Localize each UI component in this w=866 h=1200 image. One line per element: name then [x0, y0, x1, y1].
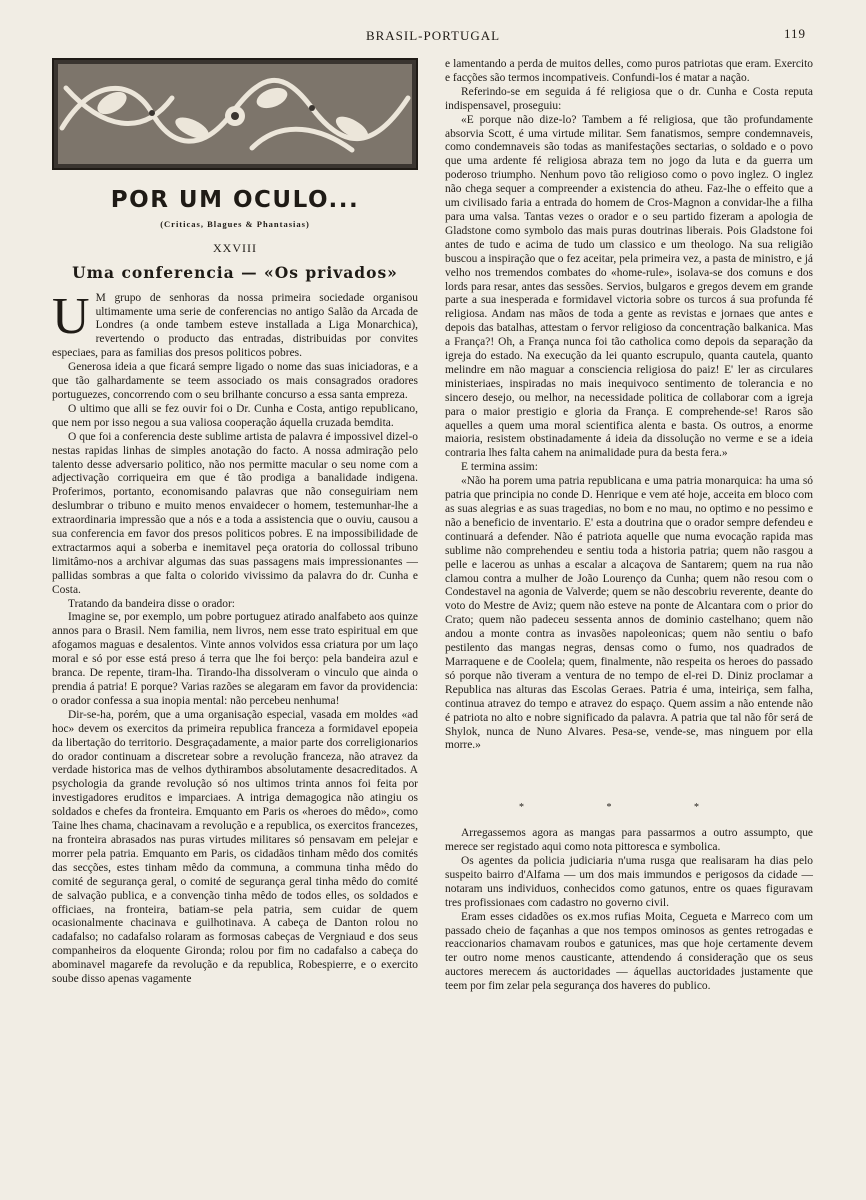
right-column [445, 58, 813, 994]
paragraph: Os agentes da policia judiciaria n'uma rusga que realisaram ha dias pelo suspeito bairro d'Alfama — um dos mais immundos e perigosos da cidade — notaram uns individuos, conhecidos como gatunos, entre os quaes figuravam tres profissionaes com cadastro no governo civil. [445, 855, 813, 909]
installment-number: XXVIII [213, 240, 257, 255]
paragraph: Arregassemos agora as mangas para passarmos a outro assumpto, que merece ser registado aqui como nota pittoresca e symbolica. [445, 827, 813, 854]
paragraph: O ultimo que alli se fez ouvir foi o Dr. Cunha e Costa, antigo republicano, que nem por isso negou a sua valiosa cooperação áquella cruzada bemdita. [52, 402, 418, 429]
paragraph: Dir-se-ha, porém, que a uma organisação especial, vasada em moldes «ad hoc» devem os exercitos da primeira republica franceza a formidavel epopeia da libertação do territorio. Desgraçadamente, a maior parte dos correligionarios do orador continuam a discretear sobre a revolução franceza, não atravez da verdade historica mas de velhos dythirambos absolutamente desacreditados. A psychologia da grande revolução só nos ultimos trinta annos foi feita por investigadores eruditos e imparciaes. A intriga demagogica não atingiu os soldados e chefes da fronteira. Emquanto em Paris os «heroes do mêdo», como Taine lhes chama, chacinavam a revolução e a republica, os exercitos francezes, na fronteira abrasados nas puras virtudes militares só pensavam em pelejar e morrer pela patria. Emquanto em Paris, os cidadãos tinham mêdo dos comités das secções, estes tinham mêdo da communa, a communa tinha mêdo do comité de segurança geral, o comité de segurança geral tinha mêdo do comité de salvação publica, e a convenção tinha mêdo de todos elles, os soldados e officiaes, na fronteira, batiam-se pela patria, sem cuidar de quem ocasionalmente chacinava e guilhotinava. A cabeça de Danton rolou no cadafalso; no cadafalso rolaram as formosas cabeças de Vergniaud e dos seus companheiros da eloquente Gironda; rolou por fim no cadafalso a cabeça do abominavel magarefe da revolução e da republica, Robespierre, e o exercito soube disso apenas vagamente [52, 708, 418, 986]
journal-title: BRASIL-PORTUGAL [365, 28, 501, 43]
paragraph: Generosa ideia a que ficará sempre ligado o nome das suas iniciadoras, e a que tão galhardamente se teem associado os mais consagrados oradores portuguezes, concorrendo com o seu brilhante concurso a essa santa empreza. [52, 361, 418, 401]
running-header [52, 24, 814, 46]
section-divider: * * * [519, 802, 739, 814]
left-column [52, 58, 418, 987]
paragraph: E termina assim: [461, 461, 538, 474]
paragraph: U M grupo de senhoras da nossa primeira sociedade organisou ultimamente uma serie de conferencias no antigo Salão da Arcada de Londres (a onde tambem esteve installada a Liga Monarchica), revertendo o producto das entradas, distribuidas por convites especiaes, para as familias dos presos politicos pobres. [52, 287, 418, 360]
paragraph: Imagine se, por exemplo, um pobre portuguez atirado analfabeto aos quinze annos para o Brasil. Nem familia, nem livros, nem esse trato espiritual em que afogamos maguas e desalentos. Vinte annos volvidos essa criatura por um laço moral e só por esse está preso á terra que lhe foi berço: pela bandeira azul e branca. De repente, tiram-lha. Tirando-lha dissolveram o vinculo que ainda o prendia á patria! E porque? Varias razões se alegaram em favor da providencia: o orador confessa a sua inopia mental: não percebeu nenhuma! [52, 611, 418, 707]
ornamental-banner [52, 58, 418, 170]
drop-cap: U [52, 287, 90, 345]
paragraph: Tratando da bandeira disse o orador: [68, 597, 235, 610]
article-subtitle: (Criticas, Blagues & Phantasias) [160, 218, 310, 229]
article-title: POR UM OCULO... [110, 187, 360, 213]
paragraph: «Não ha porem uma patria republicana e uma patria monarquica: ha uma só patria que principia no conde D. Henrique e vem até hoje, acceita em bloco com as suas alegrias e as suas tragedias, no bom e no mau, no optimo e no pessimo e não a beneficio de inventario. E' esta a doutrina que o orador sempre defendeu e continuará a defender. Não é patriota aquelle que numa evocação rapida mas sublime não comprehendeu e sentiu toda a historia patria; quem não rasgou a pelle e lacerou as unhas a escalar a alcaçova de Santarem; quem na rua não clamou contra a mulher de João Lourenço da Cunha; quem não resou com o Condestavel na agonia de Valverde; quem se não descobriu reverente, deante do voto do Mestre de Aviz; quem não esteve na ponte de Alcantara com o prior do Crato; quem não padeceu sessenta annos de dominio castelhano; quem não andou a monte contra as invasões napoleonicas; quem não sentiu o bafo pestilento das mangas negras, densas como o fumo, nos quadrados de Marraquene e de Coolela; quem, finalmente, não respeita os heroes do passado só porque não tiveram a ventura de no tempo de el-rei D. Diniz proclamar a Republica nas alturas das Escolas Geraes. Patria é uma, inteiriça, sem falha, continua atravez do tempo e atravez do espaço. Quem assim a não entende não é patriota no alto e nobre significado da palavra. A patria que tal não fôr será de Shylok, nunca de Nuno Alvares. Pesa-se, vende-se, mas ninguem por ella morre.» [445, 475, 813, 752]
paragraph: O que foi a conferencia deste sublime artista de palavra é impossivel dizel-o nestas rapidas linhas de simples anotação do facto. A nossa admiração pelo talento desse adversario politico, não nos permitte macular o seu nome com a adjectivação corriqueira em que é tão prodiga a banalidade indigena. Proferimos, portanto, economisando palavras que não conseguiriam nem deslumbrar o tribuno e muito menos envaidecer o homem, testemunhar-lhe a extraordinaria impressão que a nós e a toda a assistencia que o ouviu, causou a sua conferencia em favor dos presos politicos pobres. E na impossibilidade de extractarmos aqui a soberba e inemitavel peça oratoria do collossal tribuno limitâmo-nos a archivar algumas das suas passagens mais impressionantes — pallidas sombras a que falta o colorido vivissimo da palavra do dr. Cunha e Costa. [52, 430, 418, 596]
paragraph: Referindo-se em seguida á fé religiosa que o dr. Cunha e Costa reputa indispensavel, proseguiu: [445, 85, 813, 112]
paragraph: Eram esses cidadões os ex.mos rufias Moita, Cegueta e Marreco com um passado cheio de façanhas a que nos tempos ominosos as gentes retrogadas e reaccionarios chamavam roubos e gatunices, mas que hoje certamente devem ter outro nome menos causticante, attendendo á consideração que os seus auctores merecem ás auctoridades — áquellas auctoridades justamente que teem por fim zelar pela segurança dos haveres do publico. [445, 910, 813, 993]
paragraph: «E porque não dize-lo? Tambem a fé religiosa, que tão profundamente absorvia Scott, é uma virtude militar. Sem fanatismos, sempre condemnaveis, como condemnaveis são todas as manifestações sectarias, o soldado e o povo que uma ardente fé religiosa abraza tem no jogo da luta e da guerra um poderoso triumpho. Nenhum povo tão religioso como o povo inglez. O inglez não chega sequer a compreender a existencia do atheu. Faz-lhe o effeito que a um civilisado faria a entrada do homem de Cros-Magnon a convidar-lhe a filha para uma valsa. Tantas vezes o orador e o seu partido fizeram a apologia de Gladstone como symbolo das mais puras doutrinas liberais. Pois Gladstone foi antes de tudo e acima de tudo um classico e um theologo. Na sua religião buscou a inspiração que o fez aceitar, pela primeira vez, a pasta de ministro, e já velho nos tremendos combates do «home-rule», isolava-se dos comuns e dos lords para resar, antes das sessões. Servios, bulgaros e gregos devem em grande parte a sua inesperada e formidavel victoria sobre os turcos á sua profunda fé religiosa. Andam nas mãos de toda a gente as revistas e jornaes que antes e depois das batalhas, attestam o fervor religioso da concentração balkanica. Mas a França?! Oh, a França nunca foi tão catholica como depois da separação da igreja do estado. Na execução da lei quanto escrupulo, quanta cautela, quanto melindre em não maguar a consciencia religiosa do paiz! E' ler as circulares ministeriaes, inspiradas no mais inequivoco sentimento de tolerancia e no sincero desejo, ou melhor, na necessidade politica de collaborar com a igreja para o maior prestigio e gloria da França. E comprehende-se! Raros são aquelles a quem uma moral scientifica alenta e basta. Os outros, a enorme maioria, resistem obstinadamente á ideia da dissolução no verme e se a ideia contraria lhes falta cahem na animalidade pura da besta fera.» [445, 113, 813, 460]
page-number: 119 [783, 26, 806, 41]
section-title: Uma conferencia — «Os privados» [72, 262, 398, 282]
paragraph: e lamentando a perda de muitos delles, como puros patriotas que eram. Exercito e facções são termos incompativeis. Confundi-los é matar a nação. [445, 58, 813, 84]
